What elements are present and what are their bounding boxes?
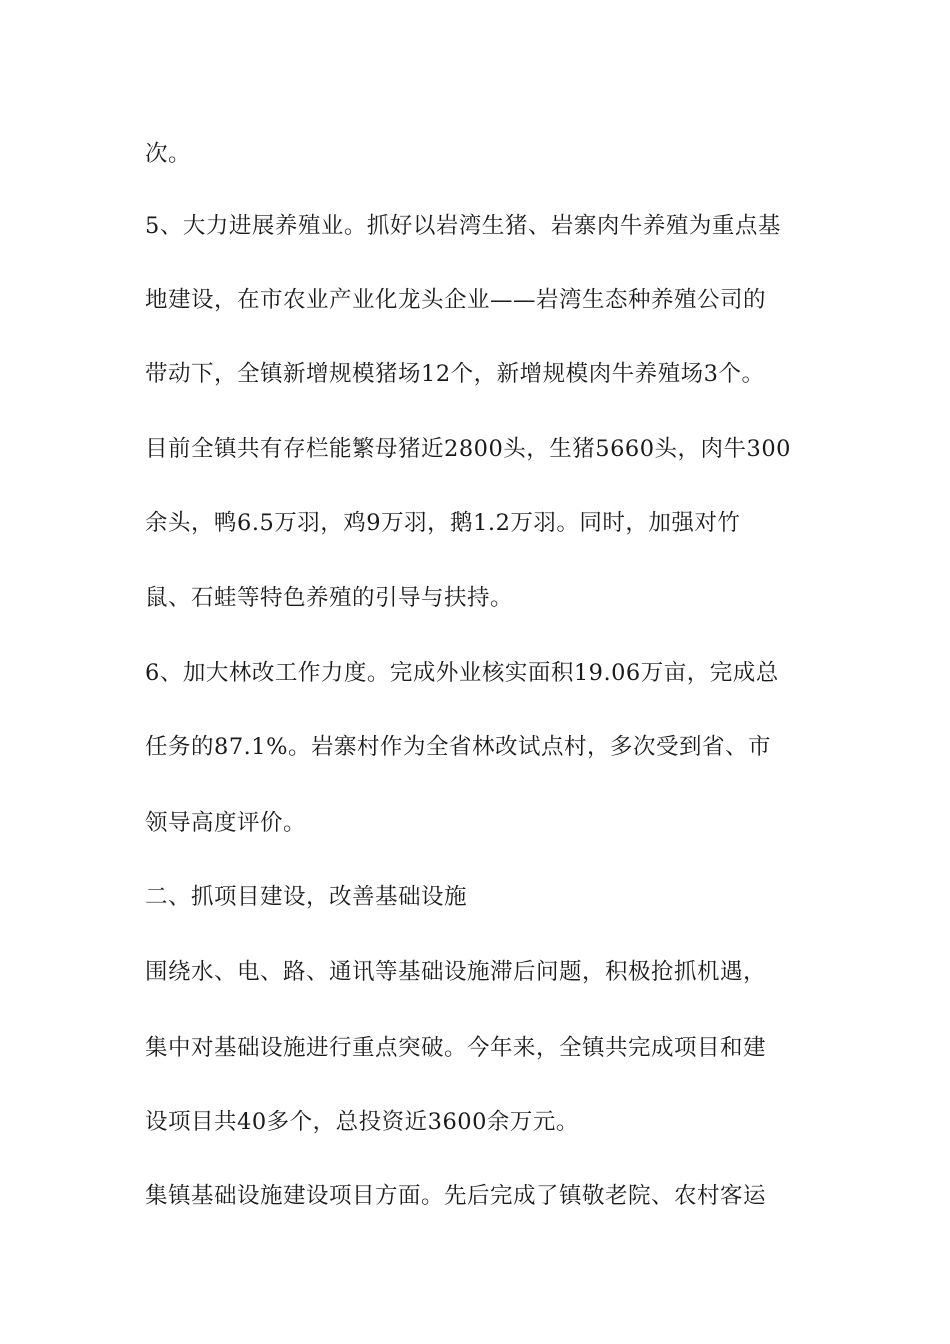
text-line: 目前全镇共有存栏能繁母猪近2800头，生猪5660头，肉牛300 bbox=[145, 436, 791, 462]
text-line: 集镇基础设施建设项目方面。先后完成了镇敬老院、农村客运 bbox=[145, 1183, 767, 1209]
text-line: 余头，鸭6.5万羽，鸡9万羽，鹅1.2万羽。同时，加强对竹 bbox=[145, 510, 741, 536]
text-line: 次。 bbox=[145, 141, 192, 167]
text-line: 5、大力进展养殖业。抓好以岩湾生猪、岩寨肉牛养殖为重点基 bbox=[145, 213, 781, 239]
text-line: 领导高度评价。 bbox=[145, 810, 307, 836]
text-line: 设项目共40多个，总投资近3600余万元。 bbox=[145, 1109, 579, 1135]
text-line: 鼠、石蛙等特色养殖的引导与扶持。 bbox=[145, 585, 514, 611]
text-line: 集中对基础设施进行重点突破。今年来，全镇共完成项目和建 bbox=[145, 1035, 767, 1061]
text-line: 任务的87.1%。岩寨村作为全省林改试点村，多次受到省、市 bbox=[145, 734, 771, 760]
text-line: 带动下，全镇新增规模猪场12个，新增规模肉牛养殖场3个。 bbox=[145, 361, 765, 387]
section-heading: 二、抓项目建设，改善基础设施 bbox=[145, 884, 468, 910]
text-line: 围绕水、电、路、通讯等基础设施滞后问题，积极抢抓机遇， bbox=[145, 959, 767, 985]
text-line: 6、加大林改工作力度。完成外业核实面积19.06万亩，完成总 bbox=[145, 660, 779, 686]
text-line: 地建设，在市农业产业化龙头企业——岩湾生态种养殖公司的 bbox=[145, 287, 767, 313]
